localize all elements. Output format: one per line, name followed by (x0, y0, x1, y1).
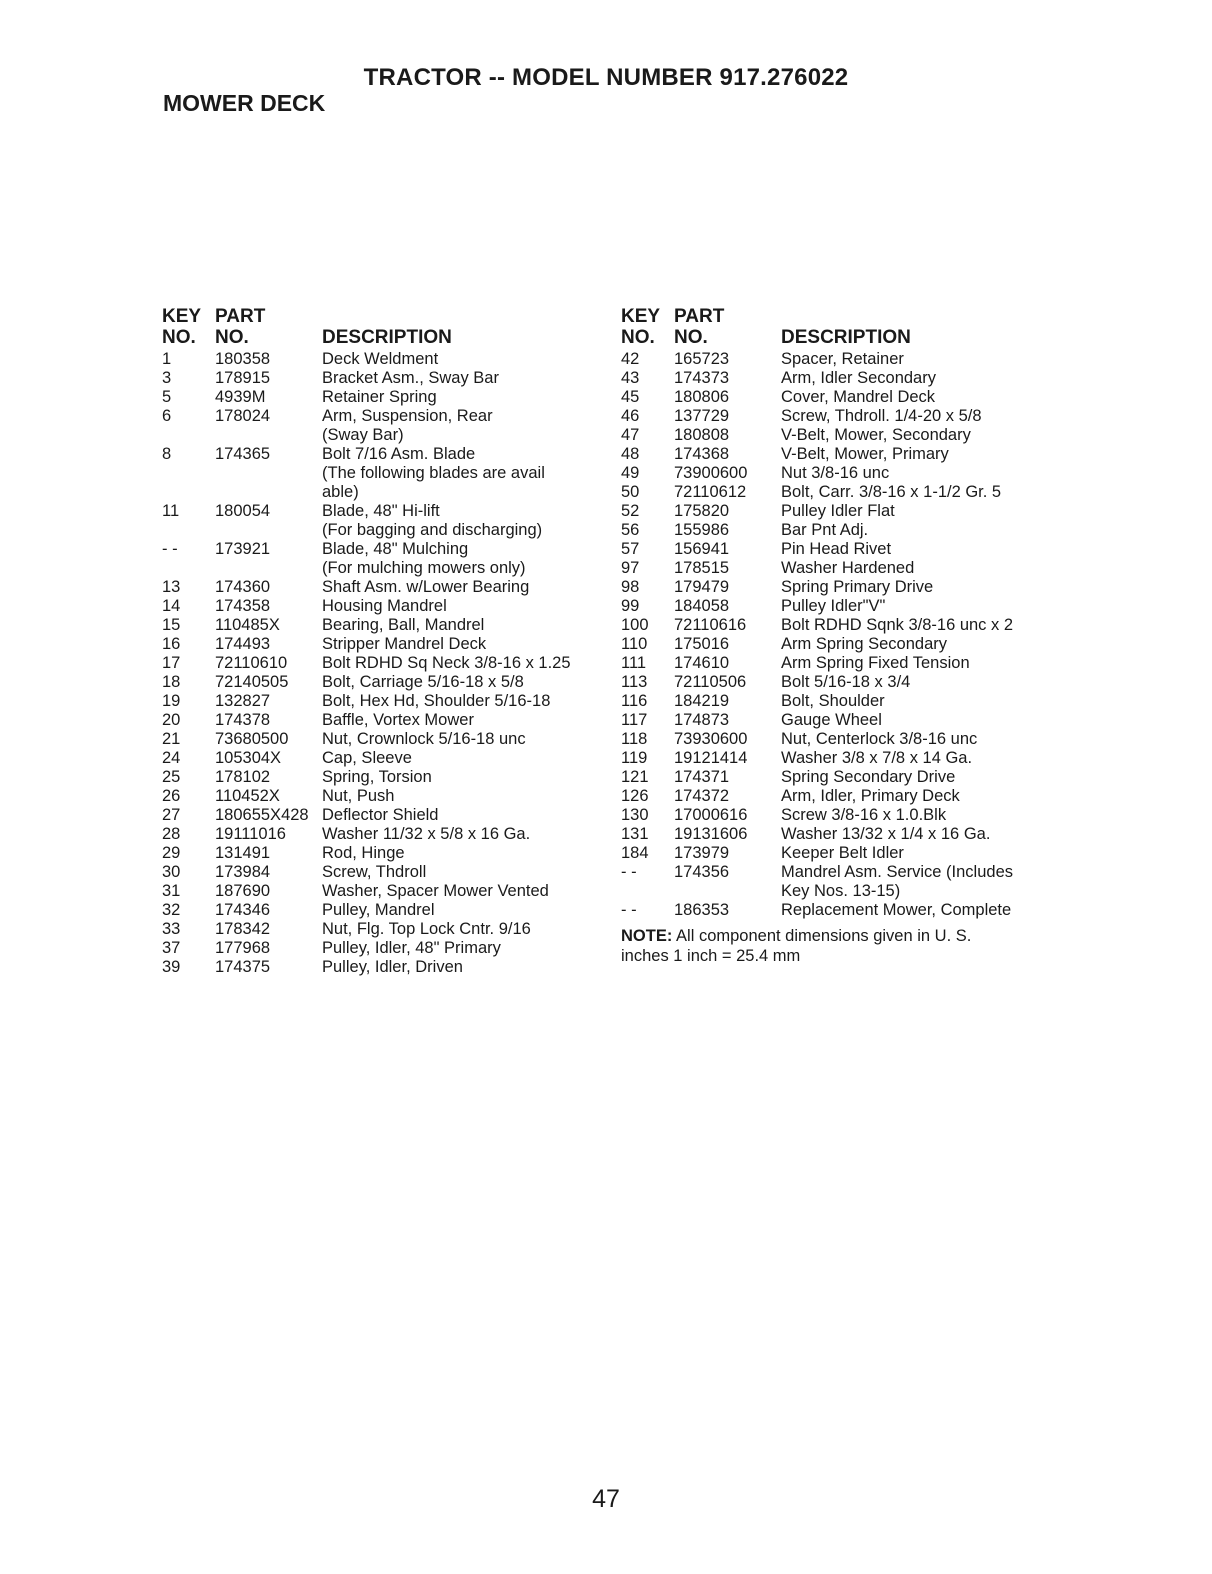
part-no: 174873 (674, 711, 730, 729)
part-no: 177968 (215, 939, 271, 957)
key-no: 43 (621, 369, 640, 387)
key-no: 39 (162, 958, 181, 976)
key-no: 131 (621, 825, 649, 843)
description: Arm Spring Secondary (781, 635, 947, 653)
description: Washer 13/32 x 1/4 x 16 Ga. (781, 825, 991, 843)
part-no: 173921 (215, 540, 271, 558)
table-row (621, 787, 1061, 806)
description: Housing Mandrel (322, 597, 447, 615)
note (621, 926, 1041, 966)
table-row (621, 445, 1061, 464)
table-row (162, 426, 602, 445)
description: Nut, Crownlock 5/16-18 unc (322, 730, 526, 748)
table-row (162, 521, 602, 540)
key-no: 14 (162, 597, 181, 615)
table-row (162, 559, 602, 578)
part-no: 180358 (215, 350, 271, 368)
part-no: 17000616 (674, 806, 748, 824)
table-row (162, 939, 602, 958)
table-row (162, 597, 602, 616)
part-no: 137729 (674, 407, 730, 425)
key-no: 118 (621, 730, 648, 748)
description: Arm Spring Fixed Tension (781, 654, 970, 672)
table-row (162, 578, 602, 597)
note-label: NOTE: (621, 927, 673, 945)
key-no: 13 (162, 578, 181, 596)
note-text-line1: All component dimensions given in U. S. (672, 927, 972, 945)
key-no: 21 (162, 730, 181, 748)
description: Bearing, Ball, Mandrel (322, 616, 485, 634)
description-header: DESCRIPTION (322, 327, 452, 348)
part-no: 179479 (674, 578, 730, 596)
table-row (162, 616, 602, 635)
key-no: 130 (621, 806, 649, 824)
part-no: 110485X (215, 616, 280, 634)
key-no: 31 (162, 882, 181, 900)
part-no: 105304X (215, 749, 282, 767)
table-row (162, 806, 602, 825)
part-no: 175820 (674, 502, 730, 520)
key-no: - - (621, 863, 637, 881)
key-no: 18 (162, 673, 181, 691)
part-no: 156941 (674, 540, 730, 558)
key-no: 49 (621, 464, 640, 482)
part-no: 173979 (674, 844, 730, 862)
table-row (621, 654, 1061, 673)
key-no: 37 (162, 939, 181, 957)
table-row (162, 692, 602, 711)
description: Screw 3/8-16 x 1.0.Blk (781, 806, 947, 824)
table-row (621, 844, 1061, 863)
table-row (162, 882, 602, 901)
description: Deck Weldment (322, 350, 439, 368)
table-row (621, 673, 1061, 692)
key-no: 98 (621, 578, 640, 596)
part-no: 180806 (674, 388, 730, 406)
table-row (621, 350, 1061, 369)
description: Screw, Thdroll. 1/4-20 x 5/8 (781, 407, 982, 425)
description: able) (322, 483, 359, 501)
description: Washer 3/8 x 7/8 x 14 Ga. (781, 749, 973, 767)
table-row (621, 616, 1061, 635)
table-row (621, 483, 1061, 502)
key-no: 1 (162, 350, 172, 368)
part-no: 174358 (215, 597, 271, 615)
part-no: 175016 (674, 635, 730, 653)
key-no: 19 (162, 692, 181, 710)
description: (For mulching mowers only) (322, 559, 526, 577)
description: Key Nos. 13-15) (781, 882, 901, 900)
key-header-line1: KEY (621, 306, 661, 327)
description: Pulley Idler"V" (781, 597, 886, 615)
description: (The following blades are avail (322, 464, 545, 482)
key-no: 99 (621, 597, 640, 615)
table-row (621, 407, 1061, 426)
part-no: 132827 (215, 692, 271, 710)
part-no: 155986 (674, 521, 730, 539)
description: Cover, Mandrel Deck (781, 388, 936, 406)
part-no: 173984 (215, 863, 271, 881)
key-no: 17 (162, 654, 181, 672)
description: Deflector Shield (322, 806, 439, 824)
part-no: 178342 (215, 920, 271, 938)
key-header-line2: NO. (162, 327, 196, 348)
part-no: 187690 (215, 882, 271, 900)
table-row (621, 559, 1061, 578)
description: Washer Hardened (781, 559, 915, 577)
key-no: 45 (621, 388, 640, 406)
part-no: 174493 (215, 635, 271, 653)
key-no: 100 (621, 616, 649, 634)
part-no: 178515 (674, 559, 730, 577)
part-no: 180054 (215, 502, 271, 520)
key-no: 52 (621, 502, 640, 520)
description: Nut, Push (322, 787, 395, 805)
description: Bolt, Carr. 3/8-16 x 1-1/2 Gr. 5 (781, 483, 1002, 501)
table-row (621, 502, 1061, 521)
key-no: 3 (162, 369, 172, 387)
description: V-Belt, Mower, Primary (781, 445, 949, 463)
table-row (162, 369, 602, 388)
description: Nut 3/8-16 unc (781, 464, 890, 482)
parts-table-right (621, 306, 1061, 966)
table-row (162, 350, 602, 369)
part-no: 186353 (674, 901, 730, 919)
description: Cap, Sleeve (322, 749, 412, 767)
part-no: 72110612 (674, 483, 747, 501)
part-header-line2: NO. (674, 327, 708, 348)
note-text-line2: inches 1 inch = 25.4 mm (621, 947, 801, 965)
key-no: 6 (162, 407, 172, 425)
table-row (162, 407, 602, 426)
key-no: 119 (621, 749, 648, 767)
description: Pulley Idler Flat (781, 502, 895, 520)
key-no: 28 (162, 825, 181, 843)
description: Bolt, Shoulder (781, 692, 885, 710)
part-no: 19131606 (674, 825, 748, 843)
table-row (162, 540, 602, 559)
part-no: 72140505 (215, 673, 289, 691)
description: Washer 11/32 x 5/8 x 16 Ga. (322, 825, 531, 843)
table-row (162, 673, 602, 692)
description: Arm, Idler Secondary (781, 369, 936, 387)
description: Screw, Thdroll (322, 863, 427, 881)
table-row (162, 711, 602, 730)
table-row (621, 521, 1061, 540)
description: Bar Pnt Adj. (781, 521, 869, 539)
description: Spacer, Retainer (781, 350, 904, 368)
description: Retainer Spring (322, 388, 437, 406)
description: Baffle, Vortex Mower (322, 711, 474, 729)
part-no: 174368 (674, 445, 730, 463)
part-no: 178024 (215, 407, 271, 425)
key-no: 27 (162, 806, 181, 824)
part-no: 174375 (215, 958, 271, 976)
table-row (621, 711, 1061, 730)
table-row (162, 730, 602, 749)
key-no: 110 (621, 635, 648, 653)
key-no: 24 (162, 749, 181, 767)
part-no: 19121414 (674, 749, 748, 767)
table-row (162, 825, 602, 844)
part-no: 165723 (674, 350, 730, 368)
parts-table-left (162, 306, 602, 977)
description: Pulley, Idler, 48" Primary (322, 939, 501, 957)
description: Mandrel Asm. Service (Includes (781, 863, 1014, 881)
description: Blade, 48" Hi-lift (322, 502, 440, 520)
key-no: 111 (621, 654, 647, 672)
description: Gauge Wheel (781, 711, 882, 729)
part-no: 174360 (215, 578, 271, 596)
description: Arm, Idler, Primary Deck (781, 787, 960, 805)
description: Shaft Asm. w/Lower Bearing (322, 578, 530, 596)
part-no: 174365 (215, 445, 271, 463)
table-row (621, 540, 1061, 559)
part-no: 72110506 (674, 673, 747, 691)
part-no: 178915 (215, 369, 271, 387)
part-no: 180655X428 (215, 806, 309, 824)
part-header-line1: PART (215, 306, 266, 327)
description: Bracket Asm., Sway Bar (322, 369, 499, 387)
part-no: 73900600 (674, 464, 748, 482)
part-no: 72110616 (674, 616, 747, 634)
table-row (621, 464, 1061, 483)
key-no: 30 (162, 863, 181, 881)
description: Bolt RDHD Sqnk 3/8-16 unc x 2 (781, 616, 1014, 634)
table-header (162, 306, 602, 350)
part-no: 73930600 (674, 730, 748, 748)
key-no: 42 (621, 350, 640, 368)
table-row (162, 863, 602, 882)
table-row (621, 388, 1061, 407)
key-no: 116 (621, 692, 648, 710)
key-no: 29 (162, 844, 181, 862)
page-number: 47 (592, 1485, 620, 1513)
key-no: 20 (162, 711, 181, 729)
table-row (162, 388, 602, 407)
description: Pin Head Rivet (781, 540, 892, 558)
parts-list-left (162, 350, 602, 977)
table-row (162, 958, 602, 977)
key-no: 57 (621, 540, 640, 558)
key-no: 121 (621, 768, 649, 786)
description: Bolt, Carriage 5/16-18 x 5/8 (322, 673, 524, 691)
key-no: 26 (162, 787, 181, 805)
key-no: 11 (162, 502, 180, 520)
part-no: 4939M (215, 388, 266, 406)
table-row (162, 464, 602, 483)
description: Spring Secondary Drive (781, 768, 956, 786)
key-no: 46 (621, 407, 640, 425)
key-no: 16 (162, 635, 181, 653)
table-row (162, 502, 602, 521)
table-row (162, 901, 602, 920)
description: Spring, Torsion (322, 768, 432, 786)
table-row (162, 445, 602, 464)
part-no: 110452X (215, 787, 280, 805)
table-row (621, 369, 1061, 388)
part-no: 174373 (674, 369, 730, 387)
key-no: - - (621, 901, 637, 919)
table-row (162, 483, 602, 502)
table-row (621, 426, 1061, 445)
description: Arm, Suspension, Rear (322, 407, 493, 425)
part-no: 72110610 (215, 654, 288, 672)
part-no: 174378 (215, 711, 271, 729)
table-row (621, 863, 1061, 882)
section-title: MOWER DECK (163, 90, 326, 116)
part-no: 174372 (674, 787, 730, 805)
key-no: 32 (162, 901, 181, 919)
part-no: 178102 (215, 768, 271, 786)
part-no: 184058 (674, 597, 730, 615)
parts-list-right (621, 350, 1061, 920)
key-no: 15 (162, 616, 181, 634)
key-no: 56 (621, 521, 640, 539)
part-no: 73680500 (215, 730, 289, 748)
table-row (621, 635, 1061, 654)
part-no: 131491 (215, 844, 271, 862)
table-row (621, 882, 1061, 901)
key-no: 47 (621, 426, 640, 444)
part-header-line2: NO. (215, 327, 249, 348)
part-no: 184219 (674, 692, 730, 710)
part-no: 174371 (674, 768, 730, 786)
key-no: 5 (162, 388, 172, 406)
table-row (162, 749, 602, 768)
table-row (162, 654, 602, 673)
part-header-line1: PART (674, 306, 725, 327)
part-no: 180808 (674, 426, 730, 444)
page-title: TRACTOR -- MODEL NUMBER 917.276022 (363, 64, 849, 91)
table-row (621, 749, 1061, 768)
description: Bolt 5/16-18 x 3/4 (781, 673, 911, 691)
description: Bolt 7/16 Asm. Blade (322, 445, 476, 463)
key-no: 184 (621, 844, 649, 862)
description: V-Belt, Mower, Secondary (781, 426, 971, 444)
table-row (162, 844, 602, 863)
key-header-line2: NO. (621, 327, 655, 348)
description: Keeper Belt Idler (781, 844, 904, 862)
table-row (162, 635, 602, 654)
description: Bolt RDHD Sq Neck 3/8-16 x 1.25 (322, 654, 571, 672)
part-no: 19111016 (215, 825, 286, 843)
description: Bolt, Hex Hd, Shoulder 5/16-18 (322, 692, 551, 710)
table-row (621, 768, 1061, 787)
description: Nut, Centerlock 3/8-16 unc (781, 730, 978, 748)
table-row (162, 787, 602, 806)
description: Stripper Mandrel Deck (322, 635, 487, 653)
description: (For bagging and discharging) (322, 521, 543, 539)
table-row (621, 578, 1061, 597)
table-row (621, 806, 1061, 825)
table-row (621, 597, 1061, 616)
part-no: 174356 (674, 863, 730, 881)
table-row (162, 768, 602, 787)
table-header (621, 306, 1061, 350)
key-no: 126 (621, 787, 649, 805)
key-no: 50 (621, 483, 640, 501)
description: Replacement Mower, Complete (781, 901, 1012, 919)
key-no: 25 (162, 768, 181, 786)
key-no: 113 (621, 673, 648, 691)
key-no: 117 (621, 711, 648, 729)
description: Washer, Spacer Mower Vented (322, 882, 549, 900)
key-no: 8 (162, 445, 172, 463)
key-no: 48 (621, 445, 640, 463)
key-header-line1: KEY (162, 306, 202, 327)
description-header: DESCRIPTION (781, 327, 911, 348)
table-row (621, 825, 1061, 844)
key-no: - - (162, 540, 178, 558)
description: Nut, Flg. Top Lock Cntr. 9/16 (322, 920, 531, 938)
key-no: 97 (621, 559, 640, 577)
table-row (621, 730, 1061, 749)
table-row (621, 692, 1061, 711)
description: Pulley, Mandrel (322, 901, 435, 919)
description: Blade, 48" Mulching (322, 540, 469, 558)
description: Pulley, Idler, Driven (322, 958, 463, 976)
description: Spring Primary Drive (781, 578, 934, 596)
table-row (162, 920, 602, 939)
part-no: 174346 (215, 901, 271, 919)
key-no: 33 (162, 920, 181, 938)
description: (Sway Bar) (322, 426, 404, 444)
description: Rod, Hinge (322, 844, 405, 862)
table-row (621, 901, 1061, 920)
part-no: 174610 (674, 654, 730, 672)
